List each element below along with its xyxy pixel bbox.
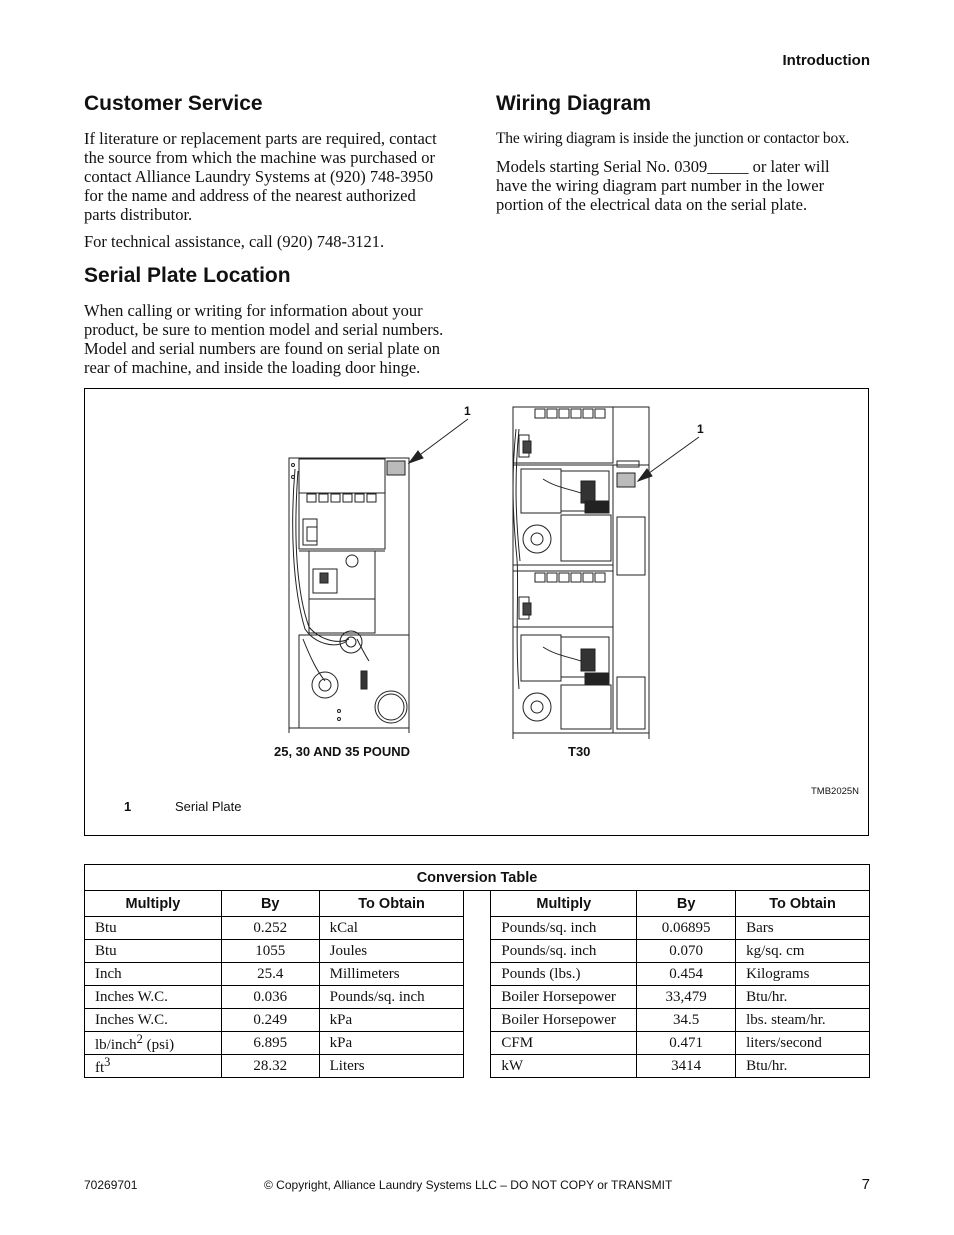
- table-cell: 0.252: [221, 917, 319, 940]
- conversion-table-title: Conversion Table: [85, 865, 870, 891]
- document-number: 70269701: [84, 1178, 138, 1192]
- customer-service-paragraph: [84, 129, 437, 224]
- table-gap: [464, 1009, 491, 1032]
- unit-suffix: (psi): [142, 1037, 175, 1053]
- wiring-diagram-paragraph-1: The wiring diagram is inside the junction or contactor box.: [496, 130, 850, 147]
- text-line: product, be sure to mention model and serial numbers.: [84, 320, 444, 339]
- table-gap: [464, 963, 491, 986]
- table-cell: Boiler Horsepower: [491, 986, 637, 1009]
- text-line: have the wiring diagram part number in the lower: [496, 176, 825, 195]
- table-cell: Inches W.C.: [85, 986, 222, 1009]
- column-header: To Obtain: [736, 891, 870, 917]
- callout-number-right: 1: [697, 422, 704, 436]
- table-cell: Pounds (lbs.): [491, 963, 637, 986]
- technical-assistance-paragraph: For technical assistance, call (920) 748-3121.: [84, 232, 385, 251]
- table-row: [85, 1009, 870, 1032]
- text-line: If literature or replacement parts are required, contact: [84, 129, 437, 148]
- serial-plate-paragraph: [84, 301, 443, 377]
- table-cell: 1055: [221, 940, 319, 963]
- table-cell: Pounds/sq. inch: [491, 917, 637, 940]
- copyright-notice: © Copyright, Alliance Laundry Systems LLC – DO NOT COPY or TRANSMIT: [264, 1178, 673, 1192]
- legend-number: 1: [124, 799, 132, 814]
- table-gap: [464, 891, 491, 917]
- caption-right-model: T30: [568, 744, 591, 759]
- text-line: When calling or writing for information about your: [84, 301, 423, 320]
- wiring-diagram-heading: Wiring Diagram: [496, 92, 651, 115]
- table-cell: Liters: [319, 1055, 464, 1078]
- column-header: Multiply: [85, 891, 222, 917]
- table-cell: Inch: [85, 963, 222, 986]
- figure-id: TMB2025N: [811, 786, 860, 797]
- serial-plate-figure: [84, 388, 869, 836]
- unit-superscript: 3: [104, 1055, 111, 1069]
- table-cell: [85, 1032, 222, 1055]
- table-row: [85, 986, 870, 1009]
- conversion-table: [84, 864, 870, 1078]
- text-line: for the name and address of the nearest authorized: [84, 186, 416, 205]
- table-cell: 28.32: [221, 1055, 319, 1078]
- table-cell: 0.471: [637, 1032, 736, 1055]
- text-line: Models starting Serial No. 0309_____ or later will: [496, 157, 830, 176]
- text-line: portion of the electrical data on the serial plate.: [496, 195, 808, 214]
- table-row: [85, 963, 870, 986]
- legend-text: Serial Plate: [175, 799, 242, 814]
- table-cell: Btu: [85, 940, 222, 963]
- wiring-diagram-paragraph-2: [496, 157, 830, 214]
- table-gap: [464, 917, 491, 940]
- text-line: contact Alliance Laundry Systems at (920) 748-3950: [84, 167, 434, 186]
- table-row: [85, 1055, 870, 1078]
- machine-left-drawing: [289, 458, 409, 733]
- table-row: [85, 940, 870, 963]
- table-cell: 0.036: [221, 986, 319, 1009]
- column-header: To Obtain: [319, 891, 464, 917]
- table-cell: Btu/hr.: [736, 986, 870, 1009]
- table-cell: Pounds/sq. inch: [319, 986, 464, 1009]
- table-cell: Pounds/sq. inch: [491, 940, 637, 963]
- unit-superscript: 2: [136, 1032, 143, 1046]
- table-cell: 33,479: [637, 986, 736, 1009]
- column-header: By: [221, 891, 319, 917]
- table-cell: Bars: [736, 917, 870, 940]
- table-cell: kCal: [319, 917, 464, 940]
- table-cell: [85, 1055, 222, 1078]
- customer-service-heading: Customer Service: [84, 92, 263, 115]
- machine-right-drawing: [513, 407, 649, 739]
- table-gap: [464, 1032, 491, 1055]
- text-line: Model and serial numbers are found on serial plate on: [84, 339, 441, 358]
- table-cell: kPa: [319, 1009, 464, 1032]
- table-cell: Joules: [319, 940, 464, 963]
- table-cell: kPa: [319, 1032, 464, 1055]
- table-cell: 0.249: [221, 1009, 319, 1032]
- table-cell: Millimeters: [319, 963, 464, 986]
- caption-left-model: 25, 30 AND 35 POUND: [274, 744, 411, 759]
- table-cell: liters/second: [736, 1032, 870, 1055]
- table-cell: lbs. steam/hr.: [736, 1009, 870, 1032]
- table-cell: 25.4: [221, 963, 319, 986]
- table-gap: [464, 940, 491, 963]
- unit-base: ft: [95, 1060, 105, 1076]
- unit-base: lb/inch: [95, 1037, 137, 1053]
- table-row: [85, 1032, 870, 1055]
- table-cell: kW: [491, 1055, 637, 1078]
- table-cell: 34.5: [637, 1009, 736, 1032]
- column-header: Multiply: [491, 891, 637, 917]
- table-gap: [464, 1055, 491, 1078]
- machine-illustration: [85, 389, 870, 837]
- table-gap: [464, 986, 491, 1009]
- table-cell: 0.06895: [637, 917, 736, 940]
- text-line: parts distributor.: [84, 205, 193, 224]
- table-cell: 3414: [637, 1055, 736, 1078]
- table-cell: Inches W.C.: [85, 1009, 222, 1032]
- table-cell: Boiler Horsepower: [491, 1009, 637, 1032]
- serial-plate-heading: Serial Plate Location: [84, 264, 291, 287]
- column-header: By: [637, 891, 736, 917]
- table-cell: Kilograms: [736, 963, 870, 986]
- table-cell: CFM: [491, 1032, 637, 1055]
- table-cell: 0.070: [637, 940, 736, 963]
- text-line: the source from which the machine was purchased or: [84, 148, 435, 167]
- text-line: rear of machine, and inside the loading door hinge.: [84, 358, 421, 377]
- table-cell: Btu: [85, 917, 222, 940]
- section-label: Introduction: [782, 52, 870, 69]
- table-row: [85, 917, 870, 940]
- page-number: 7: [861, 1176, 870, 1193]
- table-cell: 0.454: [637, 963, 736, 986]
- table-cell: Btu/hr.: [736, 1055, 870, 1078]
- table-cell: kg/sq. cm: [736, 940, 870, 963]
- callout-number-left: 1: [464, 404, 471, 418]
- table-cell: 6.895: [221, 1032, 319, 1055]
